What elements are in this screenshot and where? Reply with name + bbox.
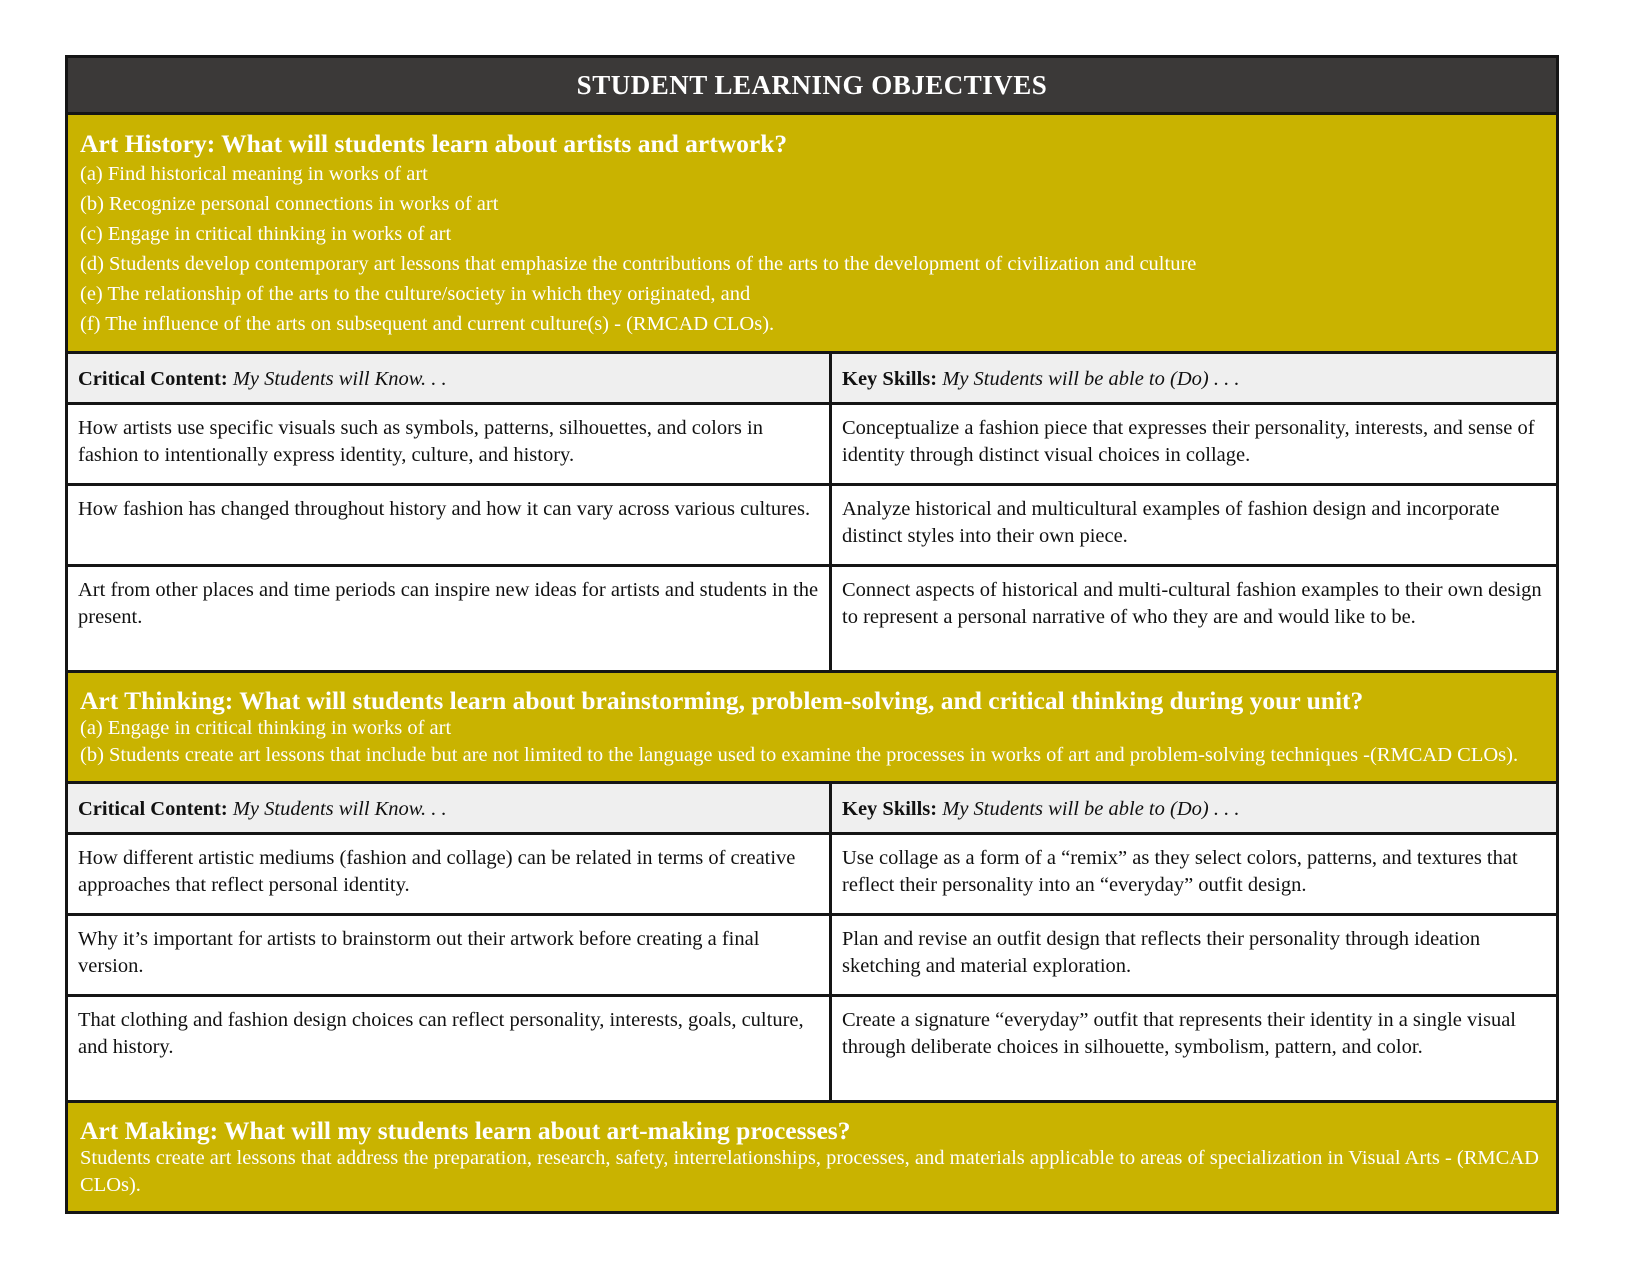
art-history-objective: (b) Recognize personal connections in works of art: [80, 193, 499, 215]
key-skill-cell: Connect aspects of historical and multi-cultural fashion examples to their own design to represent a personal narrative of who they are and would like to be.: [842, 579, 1542, 628]
table-row: [68, 916, 1556, 997]
key-skills-subtitle: My Students will be able to (Do) . . .: [937, 368, 1240, 390]
art-history-objective: (c) Engage in critical thinking in works of art: [80, 223, 452, 245]
critical-content-subtitle: My Students will Know. . .: [227, 368, 447, 390]
table-row: [68, 405, 1556, 486]
critical-content-subtitle: My Students will Know. . .: [227, 798, 447, 820]
art-thinking-objective: (b) Students create art lessons that include but are not limited to the language used to examine the processes in works of art and problem-solving techniques -(RMCAD CLOs).: [80, 744, 1519, 766]
key-skill-cell: Plan and revise an outfit design that reflects their personality through ideation sketching and material exploration.: [842, 928, 1481, 977]
art-thinking-section: [68, 673, 1556, 784]
art-history-objective: (a) Find historical meaning in works of art: [80, 163, 428, 185]
art-making-section: [68, 1103, 1556, 1211]
key-skills-header: [832, 784, 1556, 832]
key-skill-cell: Conceptualize a fashion piece that expresses their personality, interests, and sense of identity through distinct visual choices in collage.: [842, 417, 1535, 466]
table-row: [68, 835, 1556, 916]
art-history-objective: (d) Students develop contemporary art lessons that emphasize the contributions of the arts to the development of civilization and culture: [80, 253, 1197, 275]
art-history-section: [68, 115, 1556, 354]
critical-content-cell: How different artistic mediums (fashion and collage) can be related in terms of creative approaches that reflect personal identity.: [68, 835, 832, 913]
critical-content-label: Critical Content:: [78, 798, 228, 820]
key-skills-subtitle: My Students will be able to (Do) . . .: [937, 798, 1240, 820]
thinking-table-header: [68, 784, 1556, 835]
art-history-objective: (e) The relationship of the arts to the culture/society in which they originated, and: [80, 283, 751, 305]
critical-content-cell: That clothing and fashion design choices can reflect personality, interests, goals, culture, and history.: [68, 997, 832, 1100]
art-making-objective: Students create art lessons that address the preparation, research, safety, interrelationships, processes, and materials applicable to areas of specialization in Visual Arts - (RMCAD CLOs).: [80, 1147, 1539, 1196]
art-history-heading: Art History: What will students learn about artists and artwork?: [80, 129, 788, 158]
document-title: STUDENT LEARNING OBJECTIVES: [68, 58, 1556, 115]
key-skills-label: Key Skills:: [842, 798, 938, 820]
critical-content-header: [68, 354, 832, 402]
critical-content-cell: Art from other places and time periods can inspire new ideas for artists and students in the present.: [68, 567, 832, 670]
learning-objectives-table: [65, 55, 1559, 1214]
key-skill-cell: Create a signature “everyday” outfit that represents their identity in a single visual through deliberate choices in silhouette, symbolism, pattern, and color.: [842, 1009, 1516, 1058]
key-skill-cell: Analyze historical and multicultural examples of fashion design and incorporate distinct styles into their own piece.: [842, 498, 1500, 547]
history-table-header: [68, 354, 1556, 405]
critical-content-label: Critical Content:: [78, 368, 228, 390]
key-skills-header: [832, 354, 1556, 402]
table-row: [68, 567, 1556, 673]
key-skills-label: Key Skills:: [842, 368, 938, 390]
art-thinking-objective: (a) Engage in critical thinking in works of art: [80, 717, 452, 739]
critical-content-cell: How fashion has changed throughout history and how it can vary across various cultures.: [68, 486, 832, 564]
table-row: [68, 486, 1556, 567]
critical-content-cell: Why it’s important for artists to brainstorm out their artwork before creating a final version.: [68, 916, 832, 994]
art-history-objective: (f) The influence of the arts on subsequent and current culture(s) - (RMCAD CLOs).: [80, 313, 775, 335]
art-thinking-heading: Art Thinking: What will students learn about brainstorming, problem-solving, and critical thinking during your unit?: [80, 686, 1364, 715]
critical-content-header: [68, 784, 832, 832]
key-skill-cell: Use collage as a form of a “remix” as they select colors, patterns, and textures that reflect their personality into an “everyday” outfit design.: [842, 847, 1518, 896]
critical-content-cell: How artists use specific visuals such as symbols, patterns, silhouettes, and colors in fashion to intentionally express identity, culture, and history.: [68, 405, 832, 483]
art-making-heading: Art Making: What will my students learn about art-making processes?: [80, 1116, 851, 1145]
table-row: [68, 997, 1556, 1103]
